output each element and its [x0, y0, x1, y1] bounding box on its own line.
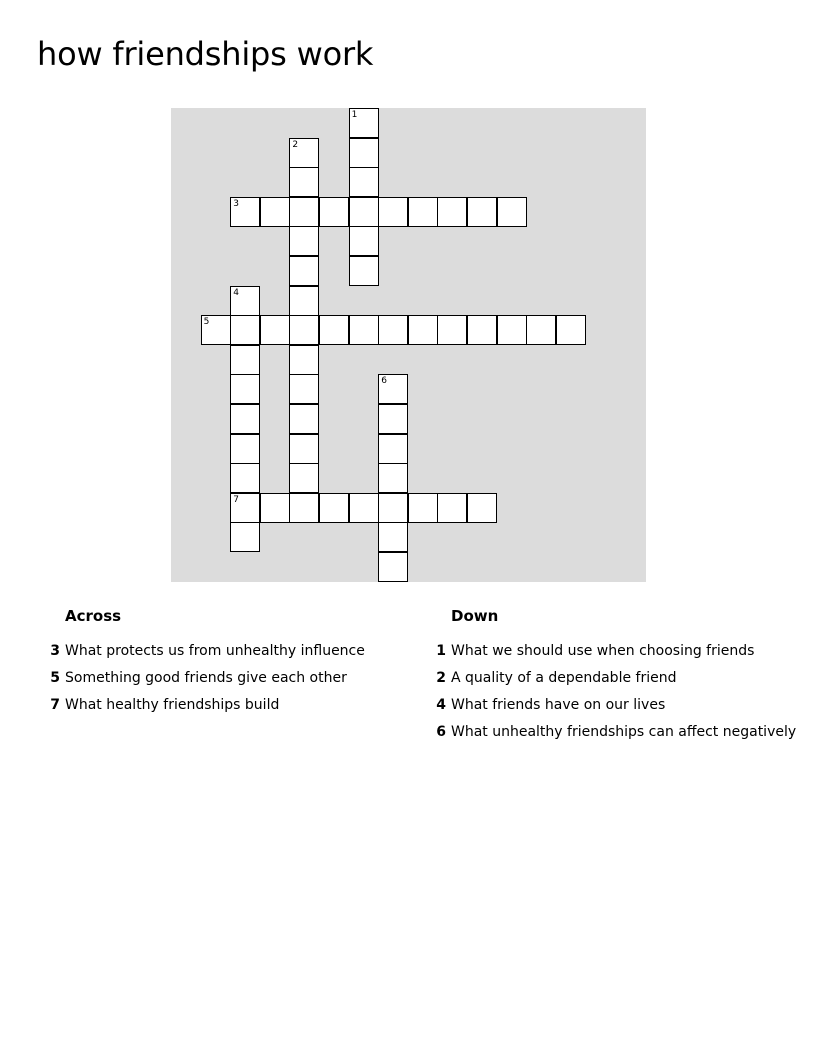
crossword-cell[interactable]	[289, 197, 319, 227]
clue-text: What unhealthy friendships can affect negatively	[451, 724, 797, 740]
crossword-cell[interactable]	[289, 256, 319, 286]
down-clues	[426, 604, 806, 746]
crossword-cell[interactable]	[230, 434, 260, 464]
crossword-cell[interactable]	[349, 315, 379, 345]
page-title: how friendships work	[37, 35, 374, 73]
crossword-cell[interactable]	[289, 226, 319, 256]
clue-down	[426, 665, 806, 692]
crossword-cell[interactable]	[378, 374, 408, 404]
cell-number: 3	[233, 198, 239, 209]
crossword-cell[interactable]	[349, 138, 379, 168]
crossword-cell[interactable]	[230, 345, 260, 375]
clue-text: Something good friends give each other	[65, 670, 347, 686]
crossword-cell[interactable]	[349, 256, 379, 286]
crossword-cell[interactable]	[349, 197, 379, 227]
cell-number: 4	[233, 287, 239, 298]
clue-text: What healthy friendships build	[65, 697, 280, 713]
crossword-cell[interactable]	[289, 493, 319, 523]
clue-across	[40, 638, 400, 665]
crossword-cell[interactable]	[289, 345, 319, 375]
clue-number: 1	[436, 643, 446, 659]
crossword-cell[interactable]	[378, 404, 408, 434]
cell-number: 7	[233, 494, 239, 505]
crossword-cell[interactable]	[201, 315, 231, 345]
crossword-cell[interactable]	[467, 493, 497, 523]
crossword-cell[interactable]	[408, 197, 438, 227]
crossword-cell[interactable]	[260, 197, 290, 227]
crossword-cell[interactable]	[230, 463, 260, 493]
crossword-cell[interactable]	[349, 493, 379, 523]
crossword-cell[interactable]	[349, 108, 379, 138]
crossword-cell[interactable]	[319, 493, 349, 523]
crossword-cell[interactable]	[289, 374, 319, 404]
crossword-cell[interactable]	[289, 434, 319, 464]
clue-number: 3	[50, 643, 60, 659]
clue-number: 4	[436, 697, 446, 713]
clue-down	[426, 719, 806, 746]
clue-number: 2	[436, 670, 446, 686]
crossword-cell[interactable]	[378, 315, 408, 345]
crossword-cell[interactable]	[497, 197, 527, 227]
cell-number: 2	[292, 139, 299, 150]
clue-number: 7	[50, 697, 60, 713]
crossword-cell[interactable]	[230, 286, 260, 316]
crossword-cell[interactable]	[260, 315, 290, 345]
crossword-cell[interactable]	[289, 138, 319, 168]
crossword-cell[interactable]	[230, 493, 260, 523]
clue-text: What protects us from unhealthy influence	[65, 643, 365, 659]
clue-number: 6	[436, 724, 446, 740]
clue-across	[40, 692, 400, 719]
crossword-cell[interactable]	[319, 197, 349, 227]
crossword-cell[interactable]	[260, 493, 290, 523]
crossword-cell[interactable]	[378, 434, 408, 464]
crossword-cell[interactable]	[408, 315, 438, 345]
crossword-cell[interactable]	[437, 493, 467, 523]
crossword-cell[interactable]	[378, 197, 408, 227]
clue-text: What we should use when choosing friends	[451, 643, 755, 659]
crossword-cell[interactable]	[289, 286, 319, 316]
crossword-grid	[171, 108, 646, 582]
crossword-cell[interactable]	[556, 315, 586, 345]
crossword-cell[interactable]	[378, 493, 408, 523]
crossword-cell[interactable]	[230, 522, 260, 552]
crossword-cell[interactable]	[230, 374, 260, 404]
crossword-cell[interactable]	[230, 315, 260, 345]
crossword-cell[interactable]	[497, 315, 527, 345]
crossword-cell[interactable]	[467, 197, 497, 227]
cell-number: 6	[381, 376, 387, 387]
crossword-cell[interactable]	[437, 315, 467, 345]
crossword-cell[interactable]	[289, 404, 319, 434]
clue-down	[426, 692, 806, 719]
crossword-cell[interactable]	[230, 197, 260, 227]
down-heading: Down	[451, 607, 499, 625]
clue-number: 5	[50, 670, 60, 686]
clue-down	[426, 638, 806, 665]
crossword-cell[interactable]	[289, 167, 319, 197]
across-heading: Across	[65, 607, 122, 625]
crossword-cell[interactable]	[378, 552, 408, 582]
across-clues	[40, 604, 400, 719]
cell-number: 5	[203, 317, 210, 328]
crossword-cell[interactable]	[378, 522, 408, 552]
clue-text: A quality of a dependable friend	[451, 670, 677, 686]
crossword-cell[interactable]	[526, 315, 556, 345]
crossword-cell[interactable]	[230, 404, 260, 434]
crossword-cell[interactable]	[349, 226, 379, 256]
crossword-cell[interactable]	[378, 463, 408, 493]
clue-across	[40, 665, 400, 692]
crossword-cell[interactable]	[289, 315, 319, 345]
clue-text: What friends have on our lives	[451, 697, 666, 713]
crossword-cell[interactable]	[437, 197, 467, 227]
crossword-cell[interactable]	[467, 315, 497, 345]
crossword-cell[interactable]	[319, 315, 349, 345]
crossword-cell[interactable]	[289, 463, 319, 493]
crossword-cell[interactable]	[408, 493, 438, 523]
cell-number: 1	[351, 110, 358, 120]
crossword-cell[interactable]	[349, 167, 379, 197]
